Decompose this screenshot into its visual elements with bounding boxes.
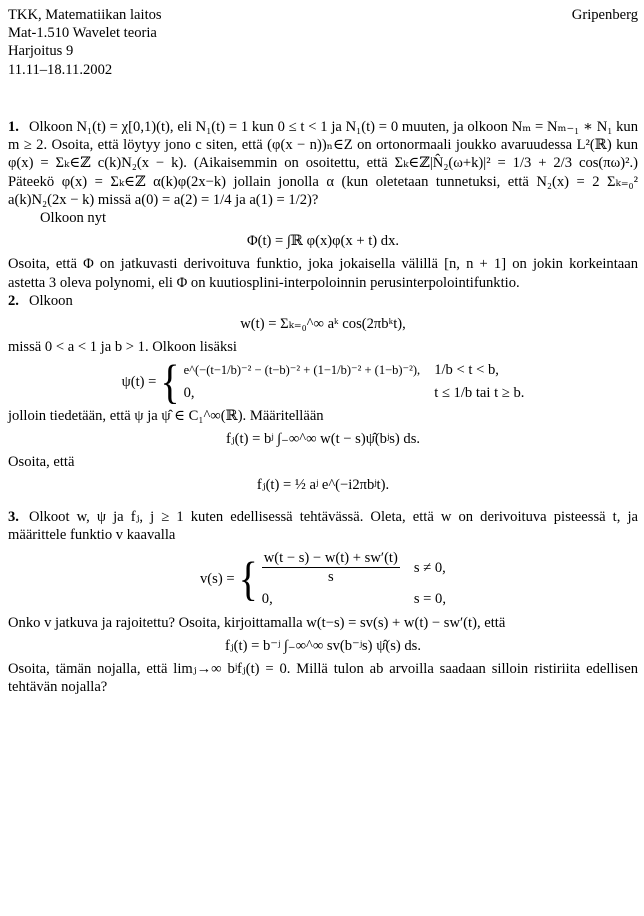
header-left	[8, 6, 638, 79]
problem-text: Olkoot w, ψ ja fⱼ, j ≥ 1 kuten edellisessä tehtävässä. Oleta, että w on derivoituva pisteessä t, ja määrittele funktio v kaavalla	[8, 508, 638, 543]
equation-fj-alt: fⱼ(t) = b⁻ʲ ∫₋∞^∞ sv(b⁻ʲs) ψ̂(s) ds.	[224, 637, 422, 654]
problem-2	[8, 292, 638, 495]
problem-number: 3.	[8, 508, 19, 525]
problem-intro: Olkoon nyt	[40, 210, 107, 227]
problem-text: Olkoon N₁(t) = χ[0,1)(t), eli N₁(t) = 1 kun 0 ≤ t < 1 ja N₁(t) = 0 muuten, ja olkoon Nₘ = Nₘ₋₁ ∗ N₁ kun m ≥ 2. Osoita, että löytyy jono c siten, että (φ(x − n))ₙ∈Z on ortonormaali joukko avaruudessa L²(ℝ) kun φ(x) = Σₖ∈ℤ c(k)N₂(x − k). (Aikaisemmin on osoitettu, että Σₖ∈ℤ|N̂₂(ω+k)|² = 1/3 + 2/3 cos(πω)².) Päteekö φ(x) = Σₖ∈ℤ α(k)φ(2x−k) jollain jonolla α (kun oletetaan tunnetuksi, että N₂(x) = 2 Σₖ₌₀² a(k)N₂(2x − k) missä a(0) = a(2) = 1/4 ja a(1) = 1/2)?	[8, 119, 638, 208]
numerator: w(t − s) − w(t) + sw′(t)	[262, 549, 400, 568]
brace-icon: {	[238, 551, 258, 606]
problem-text: missä 0 < a < 1 ja b > 1. Olkoon lisäksi	[8, 339, 237, 356]
problem-text: Onko v jatkuva ja rajoitettu? Osoita, kirjoittamalla w(t−s) = sv(s) + w(t) − sw′(t), että	[8, 614, 506, 631]
problem-text: Osoita, että Φ on jatkuvasti derivoituva funktio, joka jokaisella välillä [n, n + 1] on jokin korkeintaan astetta 3 oleva polynomi, eli Φ on kuutiosplini-interpoloinnin perusinterpolointifunktio.	[8, 256, 638, 291]
denominator: s	[327, 569, 334, 586]
equation-Phi: Φ(t) = ∫ℝ φ(x)φ(x + t) dx.	[246, 233, 400, 250]
equation-v	[8, 549, 638, 609]
problem-1	[8, 118, 638, 292]
problem-intro: Olkoon	[28, 292, 73, 309]
v-lhs: v(s) =	[199, 570, 235, 587]
equation-psi	[8, 354, 638, 409]
problem-3	[8, 508, 638, 697]
problem-text: Osoita, tämän nojalla, että limⱼ→∞ bʲfⱼ(t) = 0. Millä tulon ab arvoilla saadaan silloin ristiriita edellisen tehtävän nojalla?	[8, 661, 638, 696]
equation-fj-result: fⱼ(t) = ½ aʲ e^(−i2πbʲt).	[256, 477, 390, 494]
brace-icon: {	[160, 354, 180, 409]
case-cond: 1/b < t < b,	[434, 362, 499, 379]
case-cond: s ≠ 0,	[413, 559, 446, 576]
department: TKK, Matematiikan laitos	[8, 7, 162, 23]
psi-lhs: ψ(t) =	[121, 373, 157, 390]
author: Gripenberg	[571, 7, 638, 23]
course: Mat-1.510 Wavelet teoria	[8, 25, 157, 42]
problem-text: jolloin tiedetään, että ψ ja ψ̂ ∈ C₁^∞(ℝ). Määritellään	[8, 407, 324, 424]
case-cond: t ≤ 1/b tai t ≥ b.	[434, 384, 525, 401]
problem-number: 1.	[8, 119, 19, 135]
equation-w: w(t) = Σₖ₌₀^∞ aᵏ cos(2πbᵏt),	[240, 316, 406, 333]
date-range: 11.11–18.11.2002	[8, 61, 113, 78]
problem-number: 2.	[8, 292, 19, 309]
case-cond: s = 0,	[413, 591, 446, 608]
exercise-title: Harjoitus 9	[8, 43, 74, 60]
exercise-sheet	[8, 6, 638, 696]
equation-fj: fⱼ(t) = bʲ ∫₋∞^∞ w(t − s)ψ̂(bʲs) ds.	[225, 431, 421, 448]
problem-text: Osoita, että	[8, 454, 75, 471]
case-expr: 0,	[261, 591, 273, 608]
case-expr: e^(−(t−1/b)⁻² − (t−b)⁻² + (1−1/b)⁻² + (1−b)⁻²),	[183, 363, 421, 378]
header	[8, 6, 638, 80]
fraction	[262, 549, 400, 586]
case-expr: 0,	[183, 384, 195, 401]
